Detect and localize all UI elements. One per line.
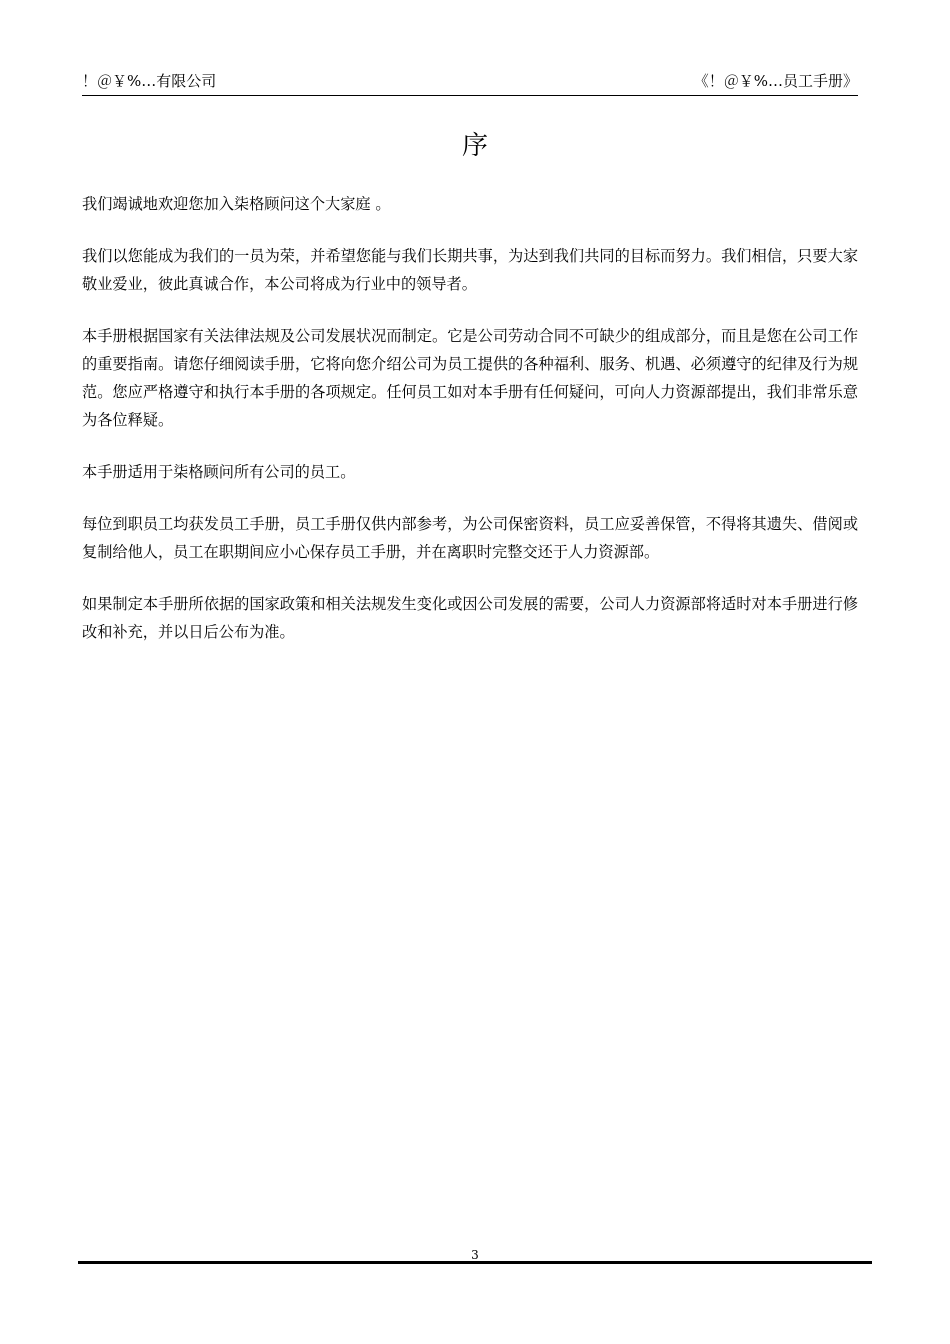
paragraph-confidentiality: 每位到职员工均获发员工手册，员工手册仅供内部参考，为公司保密资料，员工应妥善保管，不得将其遗失、借阅或复制给他人，员工在职期间应小心保存员工手册，并在离职时完整交还于人力资源部。 [82,515,858,561]
page-number: 3 [471,1248,479,1262]
paragraph-revisions: 如果制定本手册所依据的国家政策和相关法规发生变化或因公司发展的需要，公司人力资源部将适时对本手册进行修改和补充，并以日后公布为准。 [82,595,858,641]
footer-divider [78,1261,872,1264]
paragraph-welcome: 我们竭诚地欢迎您加入柒格顾问这个大家庭 。 [82,195,391,213]
header-divider [82,95,858,96]
paragraph-scope: 本手册适用于柒格顾问所有公司的员工。 [82,463,356,481]
document-body [82,190,858,670]
header-handbook-title: 《！＠￥%…员工手册》 [693,72,858,90]
paragraph-handbook-basis: 本手册根据国家有关法律法规及公司发展状况而制定。它是公司劳动合同不可缺少的组成部分，而且是您在公司工作的重要指南。请您仔细阅读手册，它将向您介绍公司为员工提供的各种福利、服务、机遇、必须遵守的纪律及行为规范。您应严格遵守和执行本手册的各项规定。任何员工如对本手册有任何疑问，可向人力资源部提出，我们非常乐意为各位释疑。 [82,327,858,429]
page-header [82,68,858,92]
header-company-name: ！＠￥%…有限公司 [82,72,217,90]
page-title: 序 [461,131,488,161]
paragraph-mission: 我们以您能成为我们的一员为荣，并希望您能与我们长期共事，为达到我们共同的目标而努力。我们相信，只要大家敬业爱业，彼此真诚合作，本公司将成为行业中的领导者。 [82,247,858,293]
